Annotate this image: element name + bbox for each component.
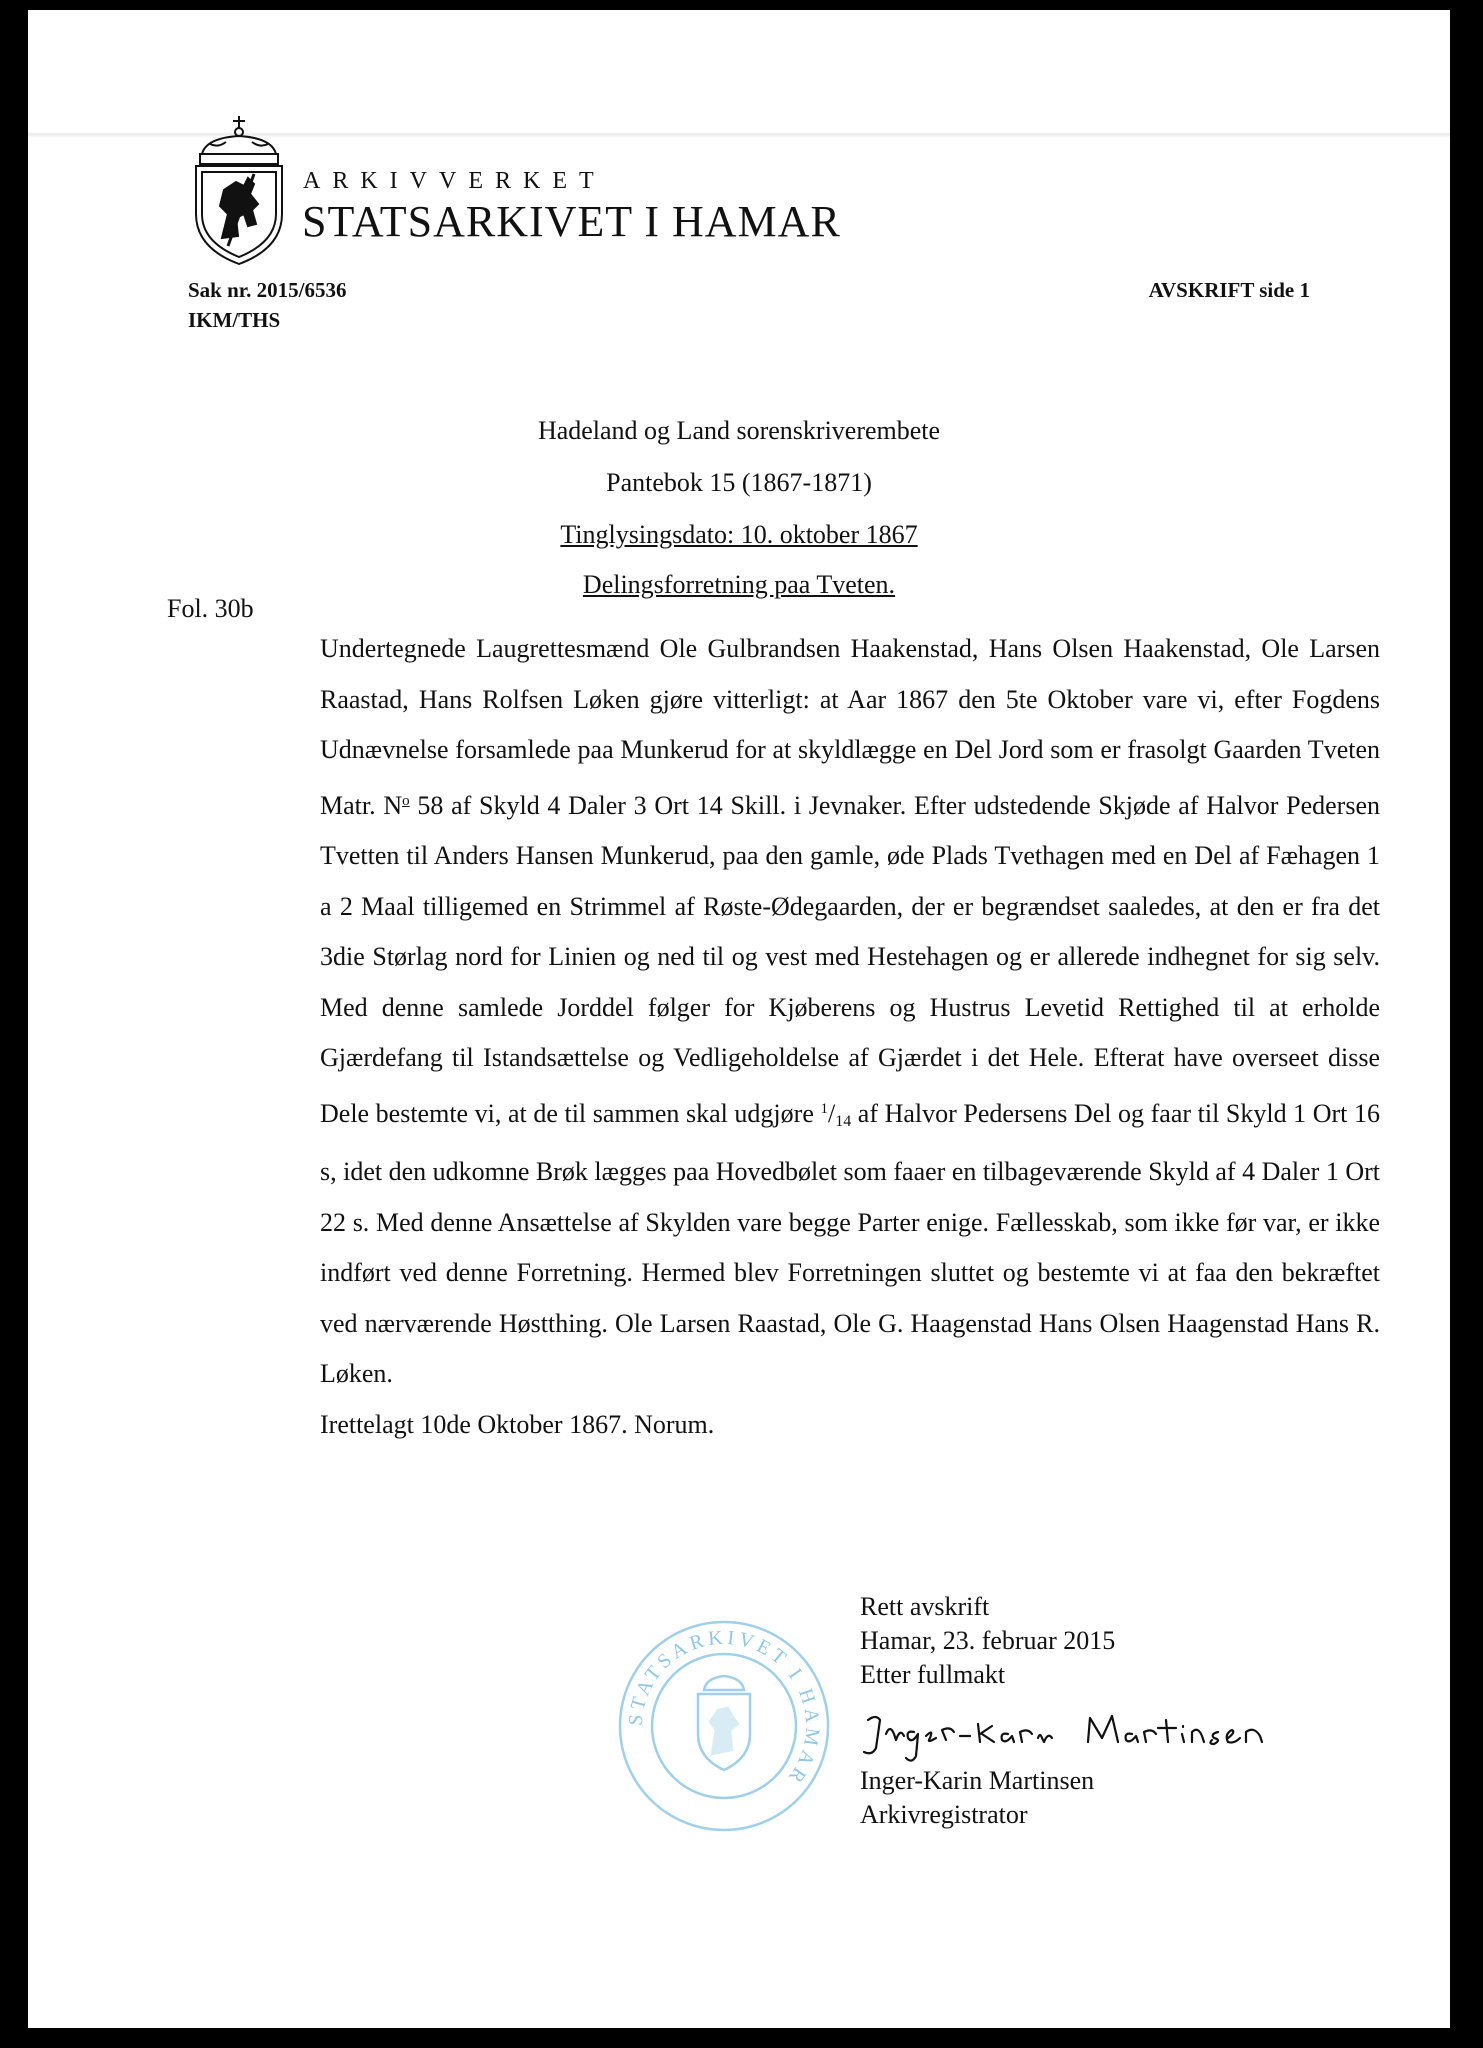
title-register: Pantebok 15 (1867-1871) <box>606 468 872 497</box>
cert-line-authority: Etter fullmakt <box>860 1660 1006 1689</box>
document-page <box>28 10 1450 2028</box>
copy-label: AVSKRIFT side 1 <box>1148 278 1310 302</box>
archive-stamp <box>616 1618 832 1834</box>
signer-role: Arkivregistrator <box>860 1800 1028 1829</box>
body-segment-1: Undertegnede Laugrettesmænd Ole Gulbrandsen Haakenstad, Hans Olsen Haakenstad, Ole Larsen Raastad, Hans Rolfsen Løken gjøre vitterligt: at Aar 1867 den 5te Oktober vare vi, efter Fogdens Udnævnelse forsamlede paa Munkerud for at skyldlægge en Del Jord som er frasolgt Gaarden Tveten Matr. N <box>320 634 1380 820</box>
initials: IKM/THS <box>188 308 281 332</box>
body-segment-3: af Halvor Pedersens Del og faar til Skyld 1 Ort 16 s, idet den udkomne Brøk lægges paa Hovedbølet som faaer en tilbageværende Skyld af 4 Daler 1 Ort 22 s. Med denne Ansættelse af Skylden vare begge Parter enige. Fællesskab, som ikke før var, er ikke indført ved denne Forretning. Hermed blev Forretningen sluttet og bestemte vi at faa den bekræftet ved nærværende Høstthing. Ole Larsen Raastad, Ole G. Haagenstad Hans Olsen Haagenstad Hans R. Løken. <box>320 1098 1380 1388</box>
cert-line-copy: Rett avskrift <box>860 1592 990 1621</box>
stamp-text: STATSARKIVET I HAMAR <box>624 1626 824 1790</box>
body-last-line: Irettelagt 10de Oktober 1867. Norum. <box>320 1409 715 1439</box>
signer-name: Inger-Karin Martinsen <box>860 1766 1095 1795</box>
fraction-denominator: 14 <box>835 1112 852 1130</box>
numero-superscript: o <box>402 792 410 809</box>
org-name: STATSARKIVET I HAMAR <box>302 197 841 246</box>
folio-label: Fol. 30b <box>167 594 254 623</box>
org-name-small: ARKIVVERKET <box>303 168 606 194</box>
title-subject-text: Delingsforretning paa Tveten. <box>582 570 896 599</box>
body-segment-2: 58 af Skyld 4 Daler 3 Ort 14 Skill. i Jevnaker. Efter udstedende Skjøde af Halvor Pedersen Tvetten til Anders Hansen Munkerud, paa den gamle, øde Plads Tvethagen med en Del af Fæhagen 1 a 2 Maal tilligemed en Strimmel af Røste-Ødegaarden, der er begrændset saaledes, at den er fra det 3die Størlag nord for Linien og ned til og vest med Hestehagen og er allerede indhegnet for sig selv. Med denne samlede Jorddel følger for Kjøberens og Hustrus Levetid Rettighed til at erholde Gjærdefang til Istandsættelse og Vedligeholdelse af Gjærdet i det Hele. Efterat have overseet disse Dele bestemte vi, at de til sammen skal udgjøre <box>320 790 1381 1128</box>
coat-of-arms-icon <box>188 114 290 266</box>
case-number: Sak nr. 2015/6536 <box>188 278 347 302</box>
title-date <box>28 520 1450 550</box>
title-date-text: Tinglysingsdato: 10. oktober 1867 <box>560 520 918 549</box>
body-text <box>320 624 1380 1450</box>
handwritten-signature <box>856 1698 1276 1768</box>
fraction-slash: / <box>827 1098 836 1128</box>
cert-line-place-date: Hamar, 23. februar 2015 <box>860 1626 1116 1655</box>
fraction-numerator: 1 <box>820 1100 828 1117</box>
title-office: Hadeland og Land sorenskriverembete <box>537 416 941 445</box>
